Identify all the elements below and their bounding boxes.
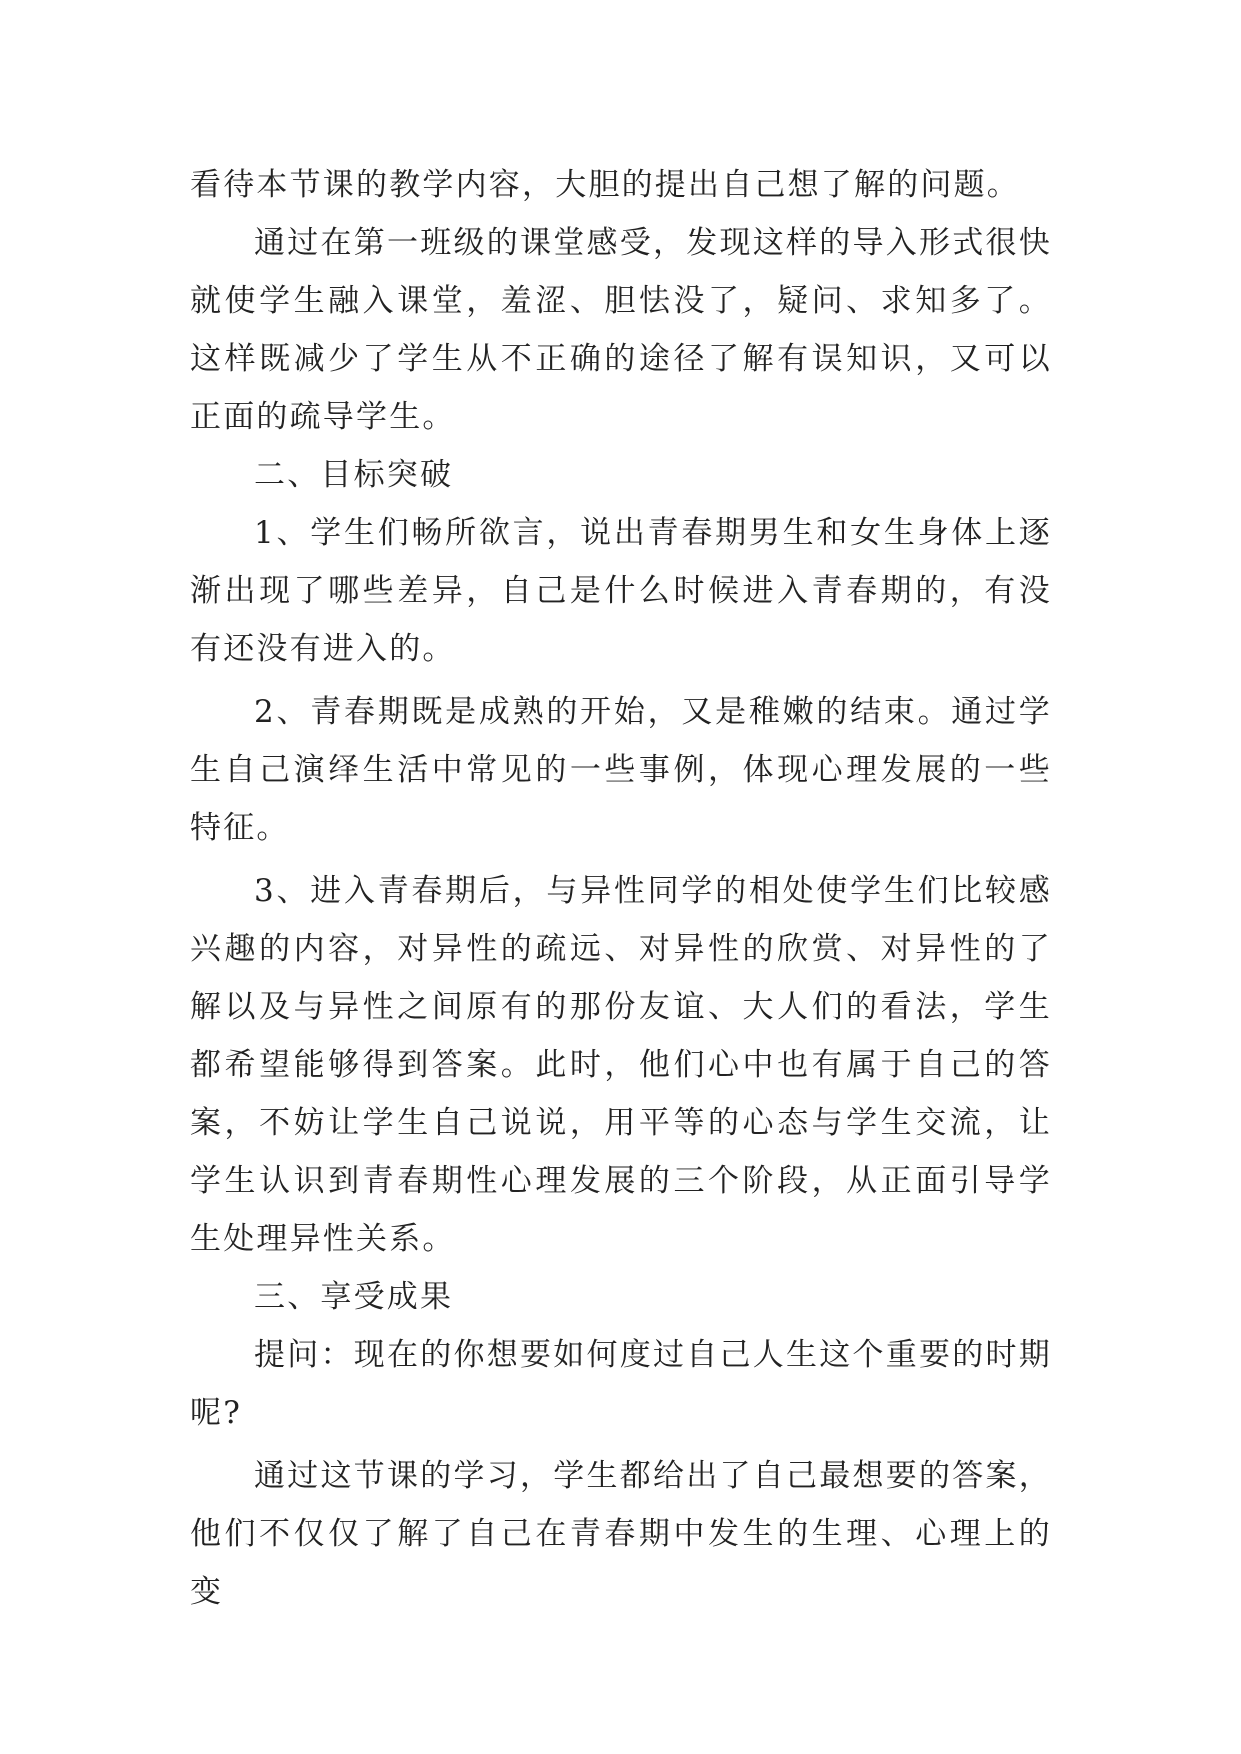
paragraph-question: 提问：现在的你想要如何度过自己人生这个重要的时期呢? bbox=[190, 1337, 1052, 1431]
paragraph-point-1: 1、学生们畅所欲言，说出青春期男生和女生身体上逐渐出现了哪些差异，自己是什么时候进入青春期的，有没有还没有进入的。 bbox=[190, 515, 1052, 667]
paragraph-point-3: 3、进入青春期后，与异性同学的相处使学生们比较感兴趣的内容，对异性的疏远、对异性的欣赏、对异性的了解以及与异性之间原有的那份友谊、大人们的看法，学生都希望能够得到答案。此时，他们心中也有属于自己的答案，不妨让学生自己说说，用平等的心态与学生交流，让学生认识到青春期性心理发展的三个阶段，从正面引导学生处理异性关系。 bbox=[190, 873, 1052, 1257]
paragraph-continuation: 看待本节课的教学内容，大胆的提出自己想了解的问题。 bbox=[190, 167, 1020, 203]
paragraph-conclusion: 通过这节课的学习，学生都给出了自己最想要的答案，他们不仅仅了解了自己在青春期中发生的生理、心理上的变 bbox=[190, 1458, 1052, 1610]
paragraph-point-2: 2、青春期既是成熟的开始，又是稚嫩的结束。通过学生自己演绎生活中常见的一些事例，体现心理发展的一些特征。 bbox=[190, 694, 1052, 846]
document-body bbox=[190, 156, 1052, 1621]
section-heading-goal-breakthrough: 二、目标突破 bbox=[254, 457, 454, 493]
section-heading-enjoy-results: 三、享受成果 bbox=[254, 1279, 454, 1315]
paragraph-classroom-feedback: 通过在第一班级的课堂感受，发现这样的导入形式很快就使学生融入课堂，羞涩、胆怯没了，疑问、求知多了。这样既减少了学生从不正确的途径了解有误知识，又可以正面的疏导学生。 bbox=[190, 225, 1052, 435]
